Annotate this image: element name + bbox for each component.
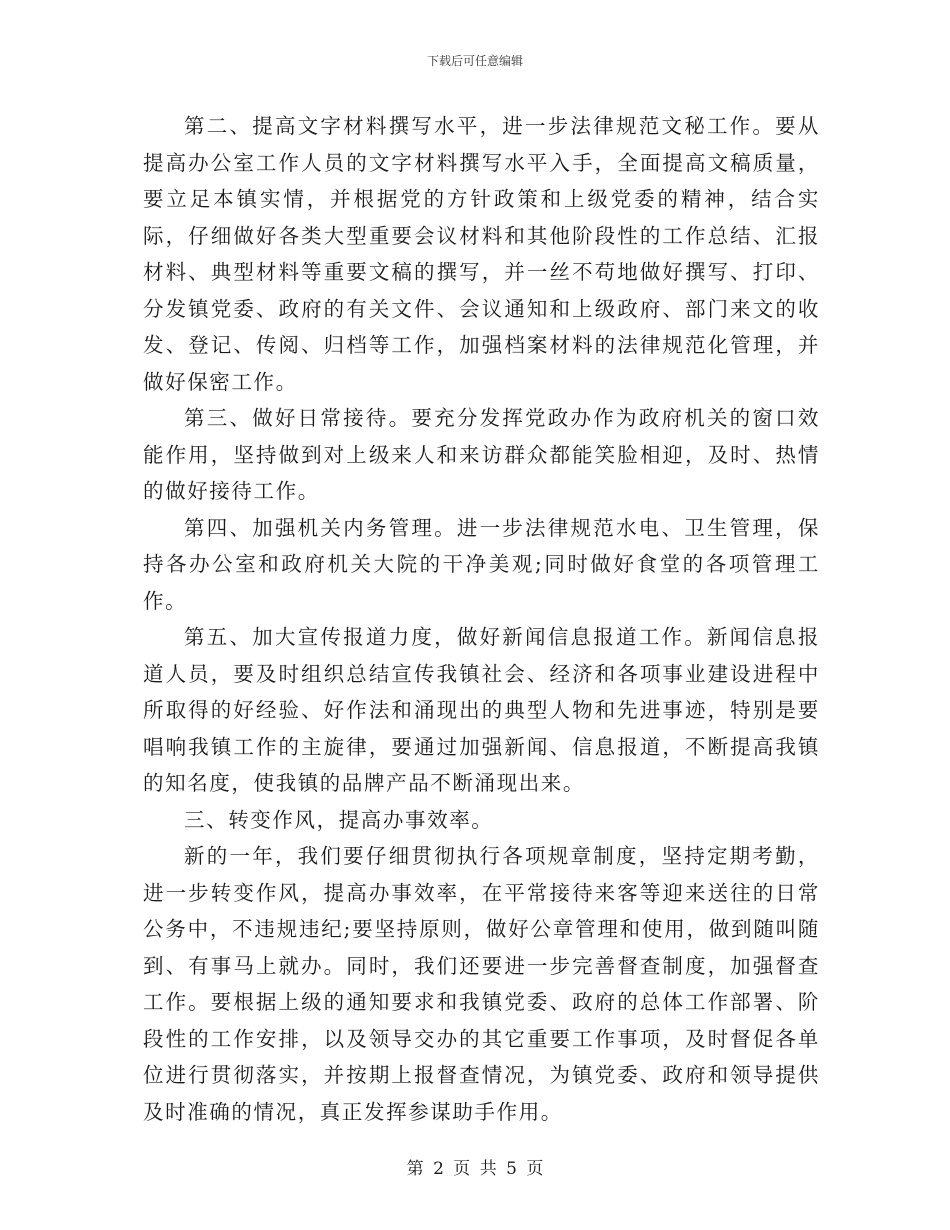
page-number: 第 2 页 共 5 页 — [406, 1159, 544, 1179]
paragraph-secretarial-work: 第二、提高文字材料撰写水平，进一步法律规范文秘工作。要从提高办公室工作人员的文字材料撰写水平入手，全面提高文稿质量，要立足本镇实情，并根据党的方针政策和上级党委的精神，结合实际，仔细做好各类大型重要会议材料和其他阶段性的工作总结、汇报材料、典型材料等重要文稿的撰写，并一丝不苟地做好撰写、打印、分发镇党委、政府的有关文件、会议通知和上级政府、部门来文的收发、登记、传阅、归档等工作，加强档案材料的法律规范化管理，并做好保密工作。 — [143, 114, 820, 394]
paragraph-publicity: 第五、加大宣传报道力度，做好新闻信息报道工作。新闻信息报道人员，要及时组织总结宣传我镇社会、经济和各项事业建设进程中所取得的好经验、好作法和涌现出的典型人物和先进事迹，特别是要唱响我镇工作的主旋律，要通过加强新闻、信息报道，不断提高我镇的知名度，使我镇的品牌产品不断涌现出来。 — [143, 625, 820, 795]
paragraph-reception: 第三、做好日常接待。要充分发挥党政办作为政府机关的窗口效能作用，坚持做到对上级来人和来访群众都能笑脸相迎，及时、热情的做好接待工作。 — [143, 406, 820, 503]
page-header: 下载后可任意编辑 — [426, 54, 523, 68]
section-heading-work-style: 三、转变作风，提高办事效率。 — [184, 807, 494, 832]
document-body — [143, 108, 820, 1130]
paragraph-internal-affairs: 第四、加强机关内务管理。进一步法律规范水电、卫生管理，保持各办公室和政府机关大院的干净美观;同时做好食堂的各项管理工作。 — [143, 515, 820, 613]
paragraph-new-year-work-style: 新的一年，我们要仔细贯彻执行各项规章制度，坚持定期考勤，进一步转变作风，提高办事效率，在平常接待来客等迎来送往的日常公务中，不违规违纪;要坚持原则，做好公章管理和使用，做到随叫随到、有事马上就办。同时，我们还要进一步完善督查制度，加强督查工作。要根据上级的通知要求和我镇党委、政府的总体工作部署、阶段性的工作安排，以及领导交办的其它重要工作事项，及时督促各单位进行贯彻落实，并按期上报督查情况，为镇党委、政府和领导提供及时准确的情况，真正发挥参谋助手作用。 — [143, 844, 820, 1124]
